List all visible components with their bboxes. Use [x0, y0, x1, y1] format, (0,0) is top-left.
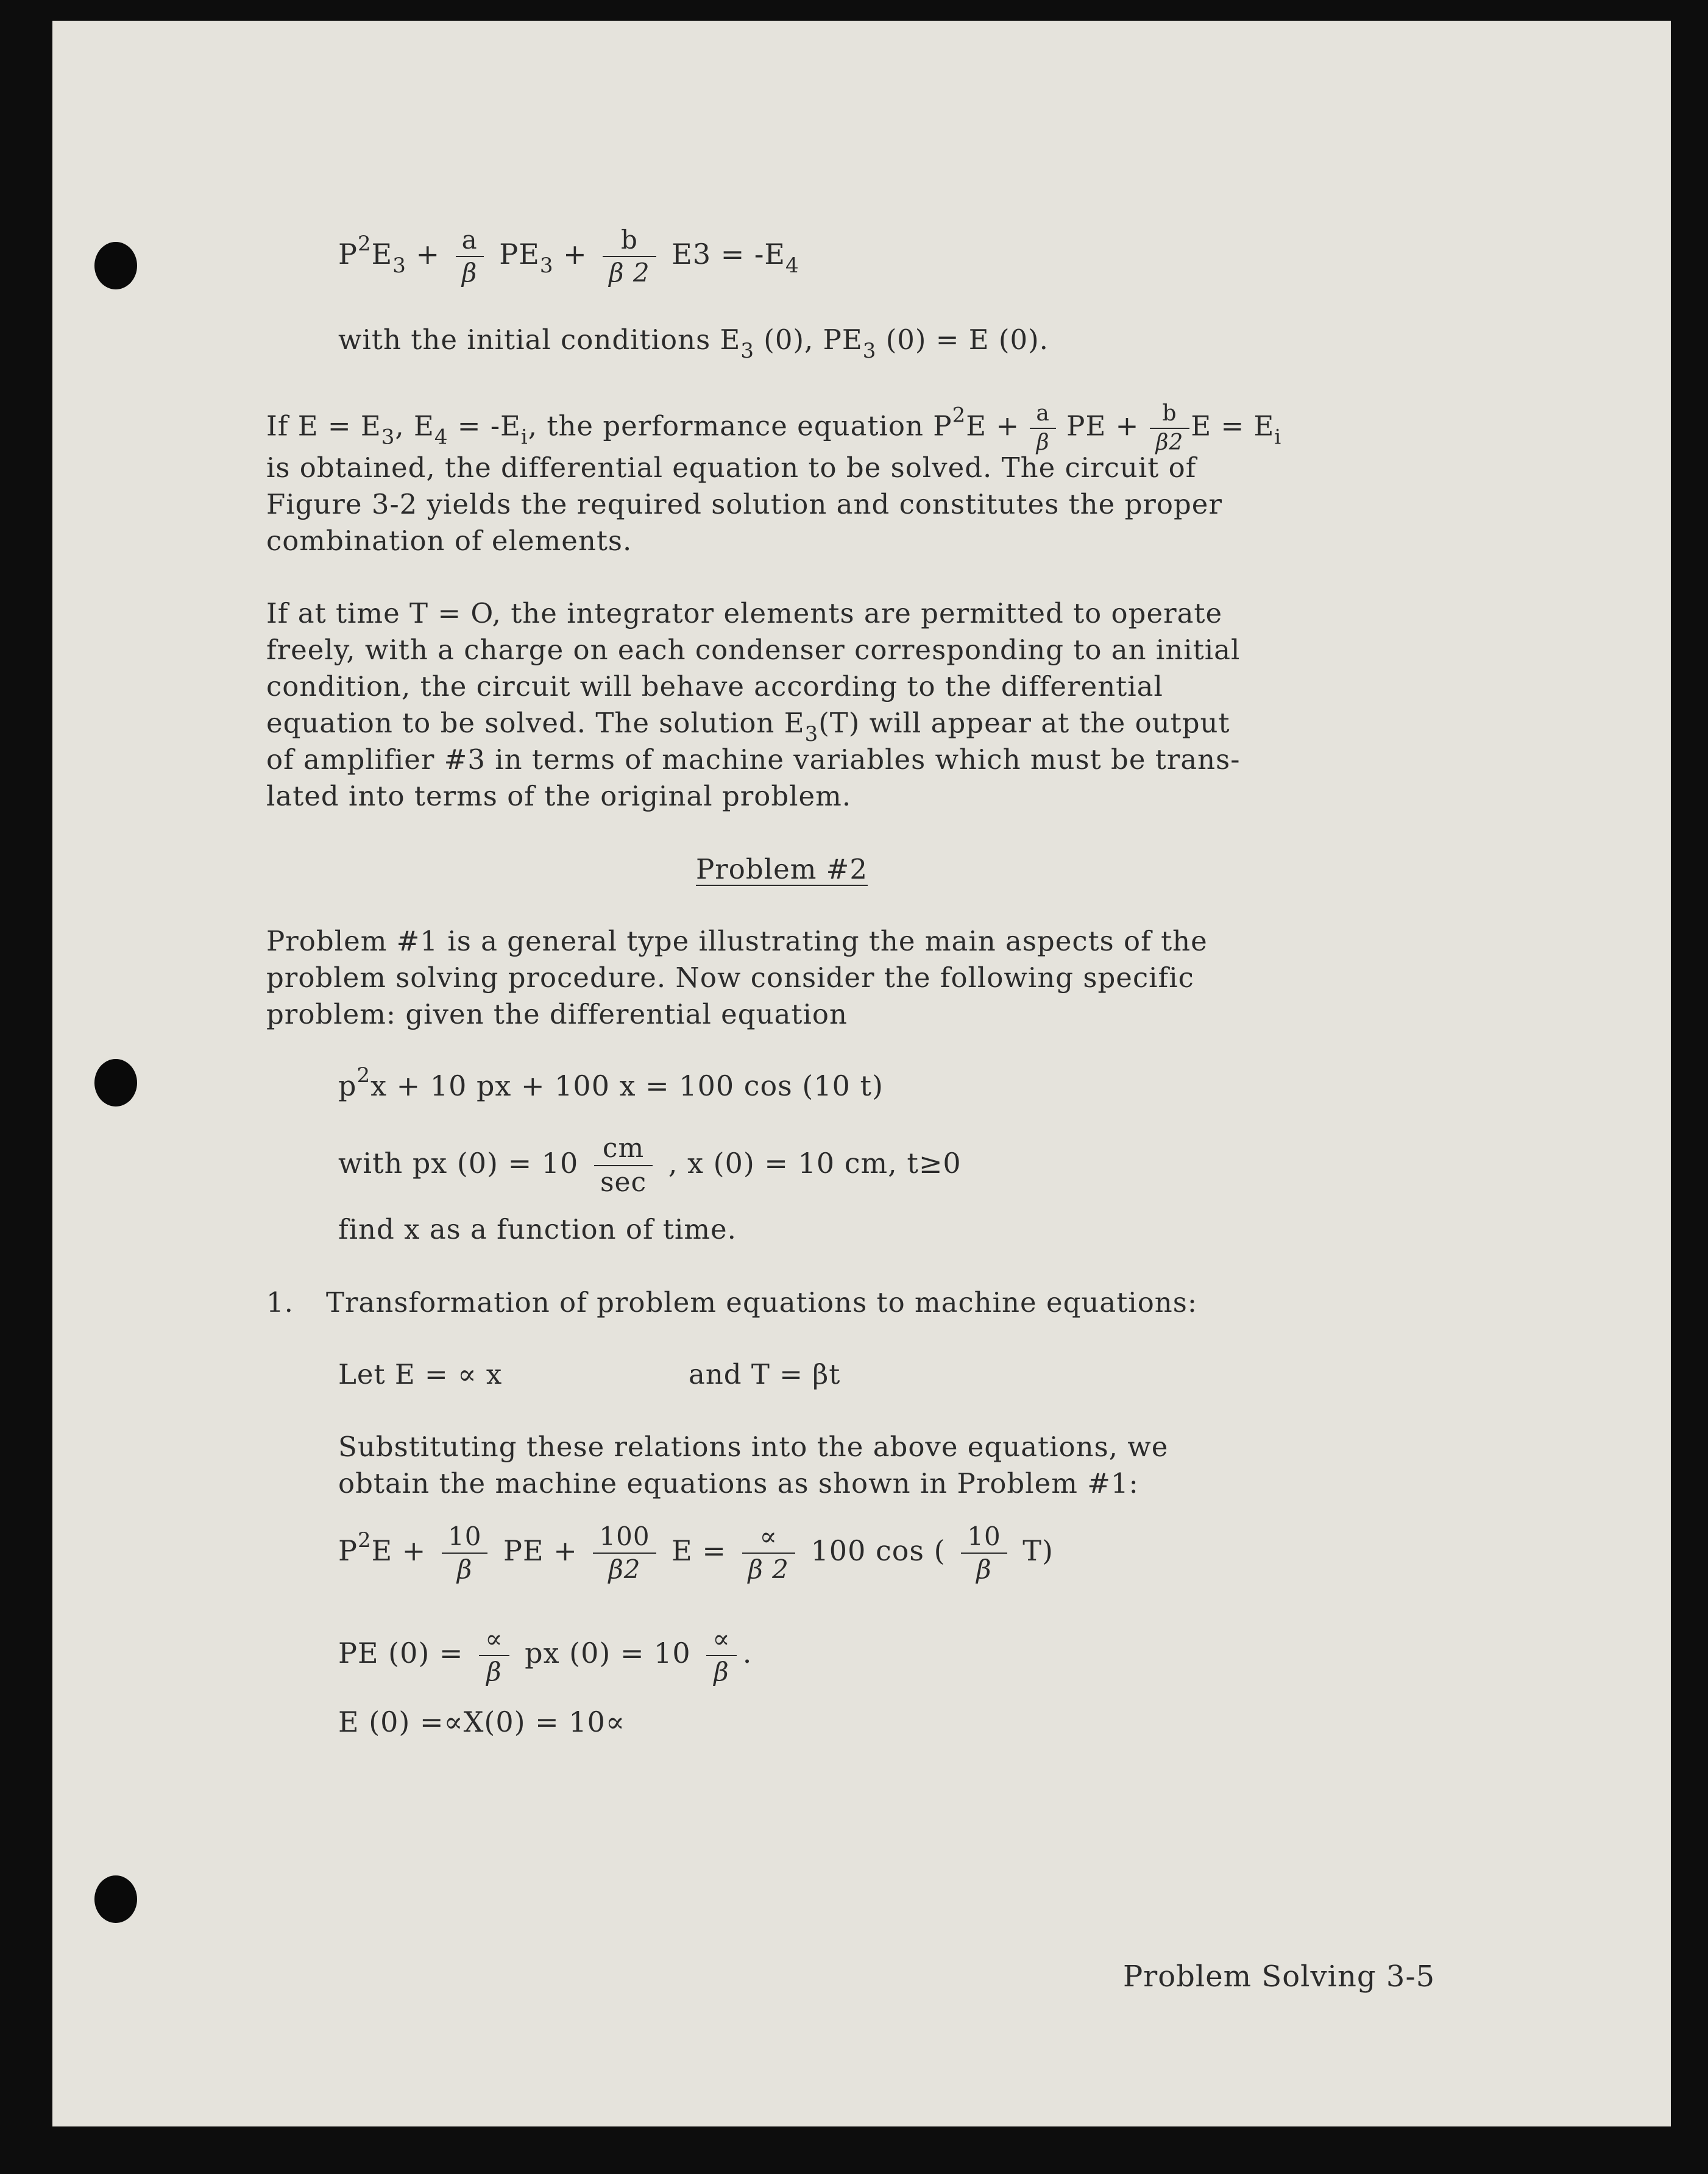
paragraph-line: is obtained, the differential equation to be solved. The circuit of [266, 451, 1197, 484]
binder-hole-bottom [94, 1875, 137, 1923]
initial-conditions-line: with the initial conditions $E_3$ (0), $PE_3$ (0) = E (0). [338, 324, 1049, 363]
paragraph-line: obtain the machine equations as shown in Problem #1: [338, 1467, 1139, 1499]
paragraph-line: problem: given the differential equation [266, 998, 848, 1030]
find-line: find x as a function of time. [338, 1213, 737, 1245]
equation-e3: $P^2E_3$ + $\frac{a}{\beta}$ $PE_3$ + $\frac{b}{\beta 2}$ $E3 = -E_4$ [338, 225, 799, 288]
paragraph-line: Figure 3-2 yields the required solution and constitutes the proper [266, 488, 1222, 520]
let-t-line: and T = βt [689, 1358, 841, 1390]
e-initial-equation: E (0) =∝X(0) = 10∝ [338, 1705, 626, 1738]
section-heading: Problem #2 [696, 853, 868, 885]
differential-equation: $p^2x + 10$ px + 100 x = 100 cos (10 t) [338, 1063, 884, 1102]
paragraph-line: lated into terms of the original problem. [266, 780, 852, 812]
paragraph-line: Substituting these relations into the above equations, we [338, 1431, 1169, 1463]
paragraph-line: equation to be solved. The solution $E_3(T)$ will appear at the output [266, 707, 1230, 746]
initial-conditions-equation: with px (0) = 10 $\frac{cm}{\sec}$ , x (0) = 10 cm, t≥0 [338, 1133, 962, 1199]
list-item-number: 1. [266, 1286, 294, 1319]
paragraph-line: problem solving procedure. Now consider the following specific [266, 961, 1194, 994]
paragraph-line: of amplifier #3 in terms of machine variables which must be trans- [266, 743, 1241, 776]
performance-equation-line: If $E = E_3$, $E_4 = -E_i$, the performance equation $P^2E$ + $\frac{a}{\beta}$ PE + $\frac{b}{\beta 2}$ $E = E_i$ [266, 401, 1282, 455]
paragraph-line: Problem #1 is a general type illustrating the main aspects of the [266, 925, 1208, 957]
paragraph-line: condition, the circuit will behave according to the differential [266, 670, 1163, 703]
list-item-text: Transformation of problem equations to machine equations: [326, 1286, 1198, 1319]
paragraph-line: combination of elements. [266, 525, 633, 557]
paragraph-line: If at time T = O, the integrator elements are permitted to operate [266, 597, 1223, 629]
paragraph-line: freely, with a charge on each condenser corresponding to an initial [266, 634, 1241, 666]
pe-initial-equation: PE (0) = $\frac{\propto}{\beta}$ px (0) = 10 $\frac{\propto}{\beta}$ . [338, 1624, 753, 1687]
machine-equation: $P^2E$ + $\frac{10}{\beta}$ PE + $\frac{100}{\beta 2}$ E = $\frac{\propto}{\beta 2}$ 100 cos ( $\frac{10}{\beta}$ T) [338, 1521, 1054, 1585]
page-footer: Problem Solving 3-5 [1123, 1960, 1436, 1994]
binder-hole-middle [94, 1059, 137, 1106]
binder-hole-top [94, 242, 137, 289]
let-e-line: Let E = ∝ x [338, 1358, 503, 1390]
